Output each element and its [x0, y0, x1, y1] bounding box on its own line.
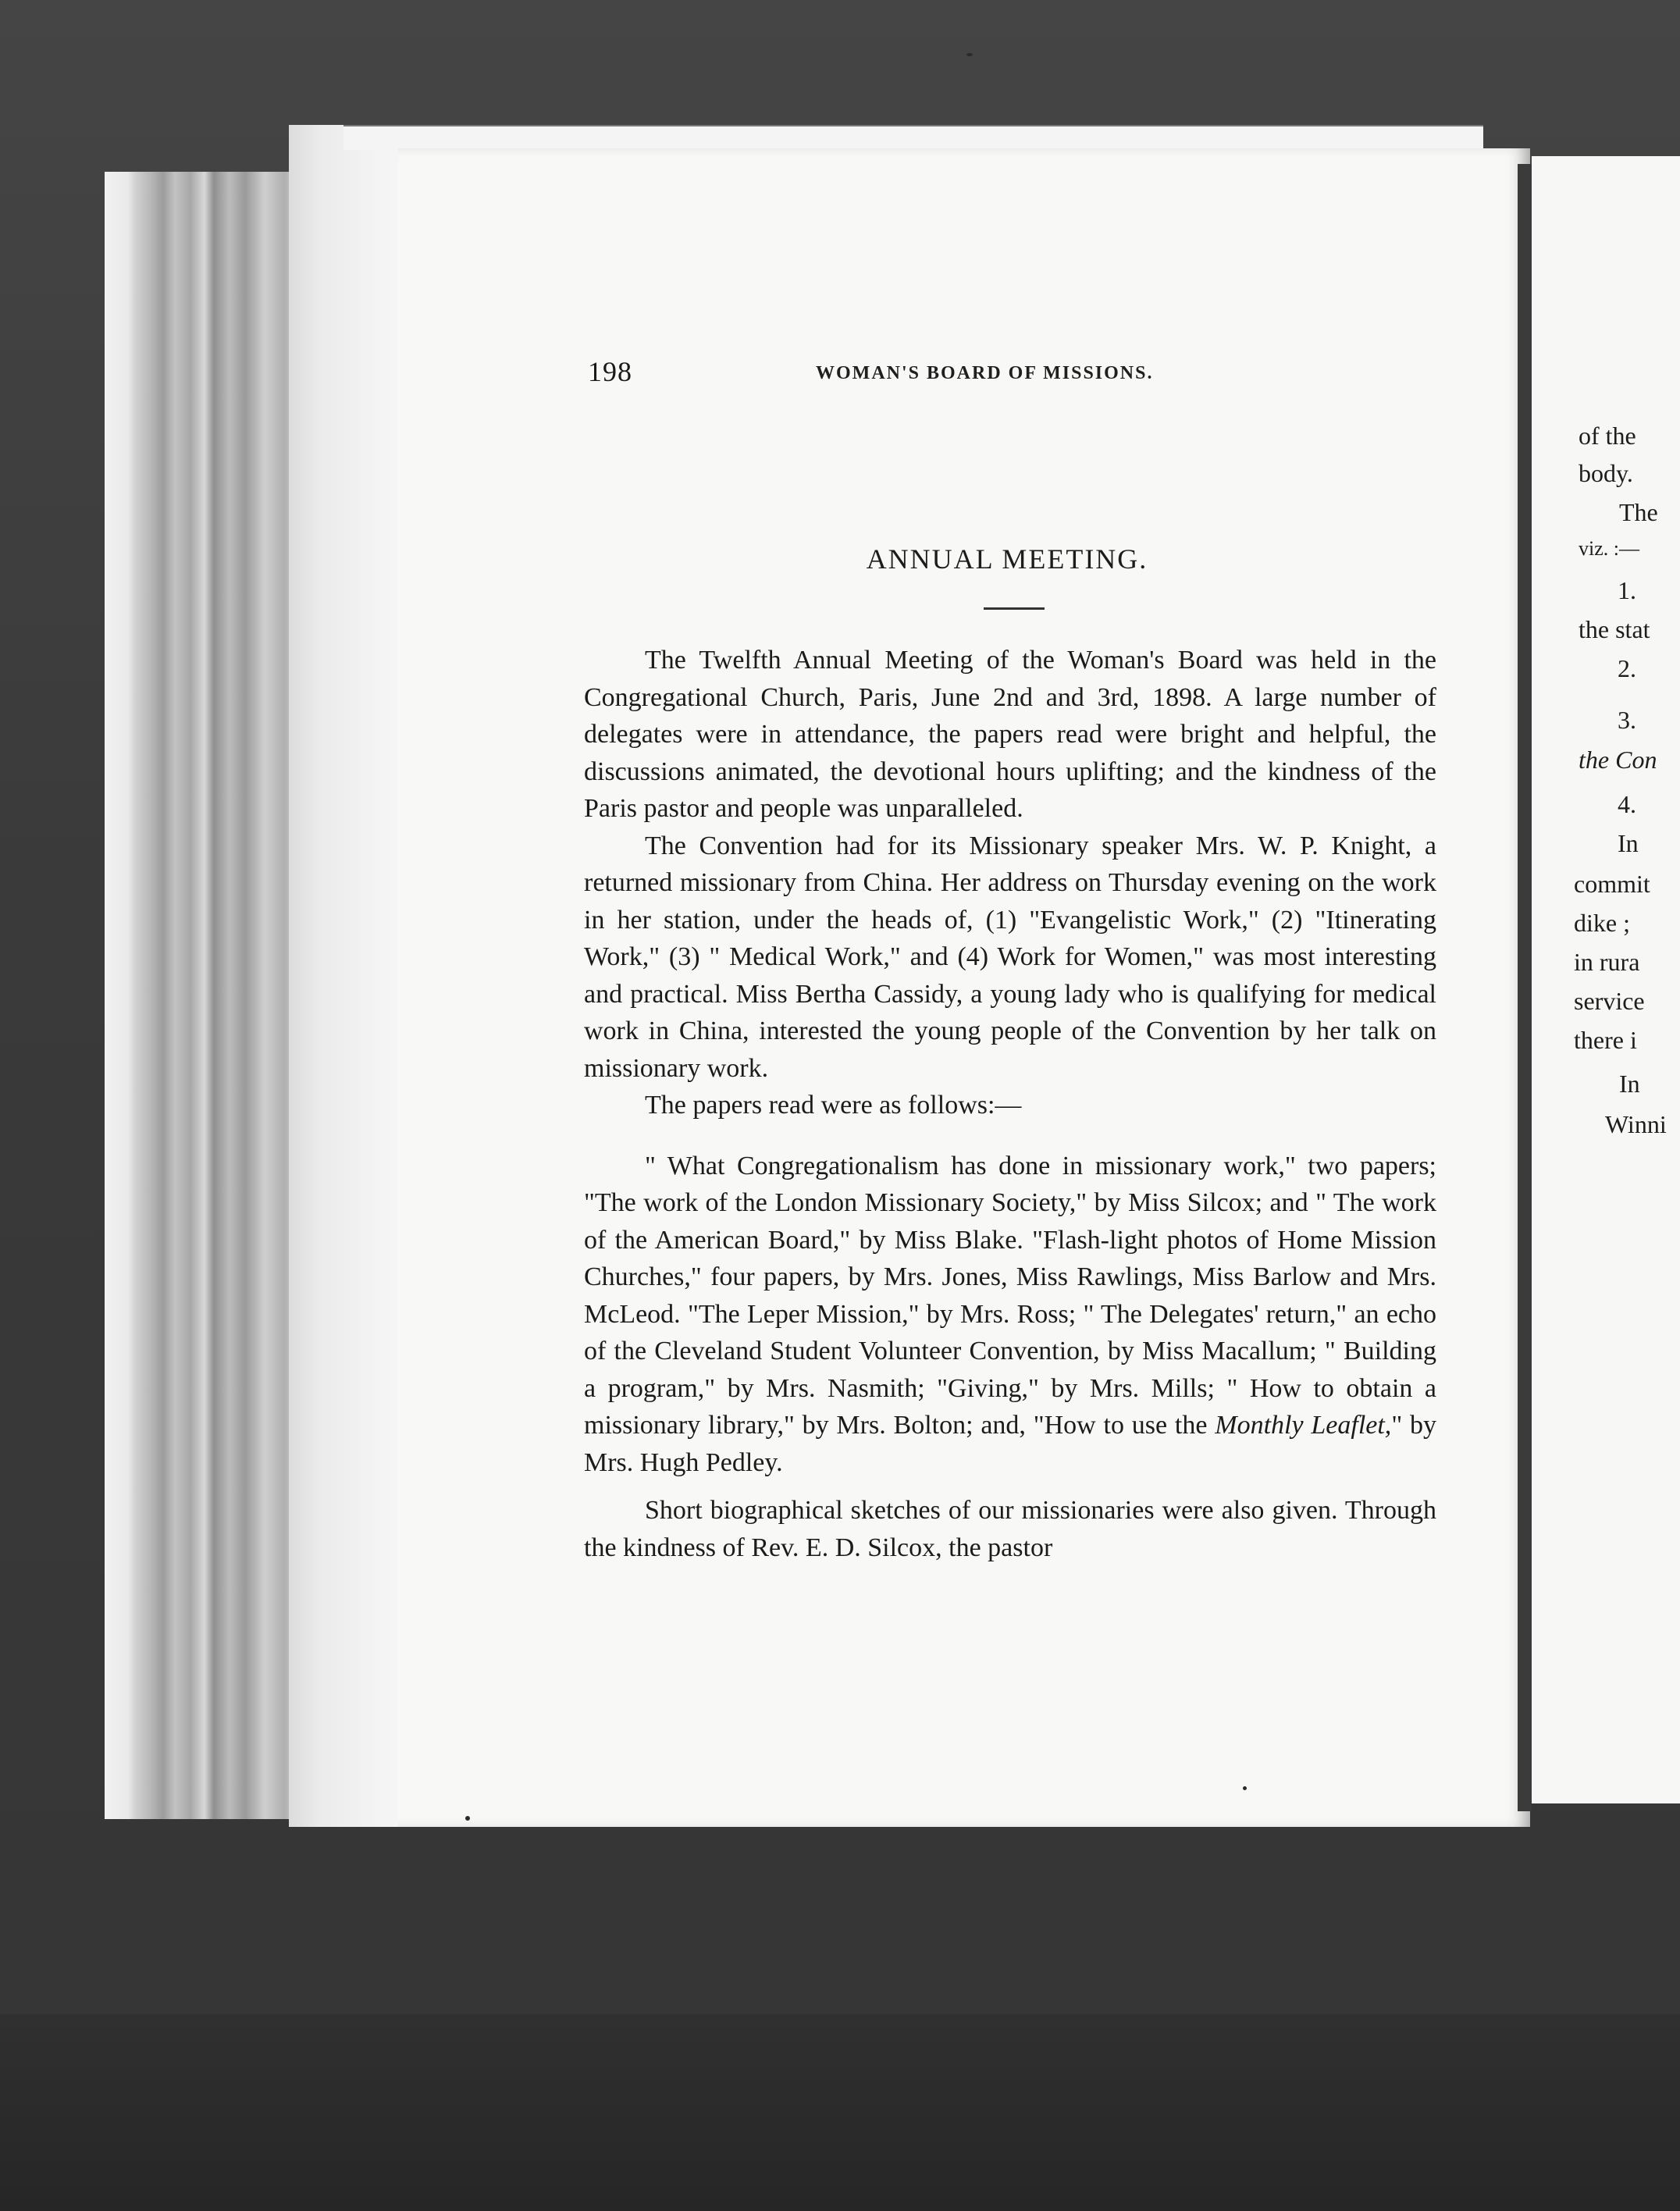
facing-line: service: [1574, 987, 1645, 1015]
heading-rule: [984, 607, 1045, 610]
facing-line: there i: [1574, 1026, 1637, 1054]
paragraph: Short biographical sketches of our missionaries were also given. Through the kindness of Rev. E. D. Silcox, the pastor: [584, 1496, 1436, 1562]
page-number: 198: [588, 356, 632, 387]
facing-line: 2.: [1618, 654, 1636, 682]
facing-line: in rura: [1574, 948, 1640, 976]
paragraph: The papers read were as follows:—: [645, 1091, 1022, 1120]
book-inner-edges: [289, 125, 414, 1827]
facing-line: 4.: [1618, 790, 1636, 818]
paragraph: [584, 1148, 1436, 1482]
scan-speck: [1243, 1786, 1247, 1790]
facing-line: the stat: [1579, 615, 1650, 643]
facing-line: viz. :—: [1579, 537, 1639, 560]
section-heading: ANNUAL MEETING.: [866, 543, 1148, 575]
paragraph-text: " by Mrs. Hugh Pedley.: [584, 1411, 1436, 1477]
facing-line: dike ;: [1574, 909, 1630, 937]
facing-line: the Con: [1579, 746, 1657, 774]
running-title: WOMAN'S BOARD OF MISSIONS.: [816, 363, 1154, 383]
facing-line: of the: [1579, 422, 1636, 450]
paragraph: The Twelfth Annual Meeting of the Woman's Board was held in the Congregational Church, Paris, June 2nd and 3rd, 1898. A large number of delegates were in attendance, the papers read were bright and helpful, the discussions animated, the devotional hours uplifting; and the kindness of the Paris pastor and people was unparalleled.: [584, 646, 1436, 823]
italic-title: Monthly Leaflet,: [1215, 1411, 1392, 1440]
facing-line: Winni: [1605, 1110, 1667, 1138]
article-body: [584, 642, 1436, 1566]
facing-line: 1.: [1618, 576, 1636, 604]
paragraph-text: " What Congregationalism has done in missionary work," two papers; "The work of the London Missionary Society," by Miss Silcox; and " The work of the American Board," by Miss Blake. "Flash-light photos of Home Mission Churches," four papers, by Mrs. Jones, Miss Rawlings, Miss Barlow and Mrs. McLeod. "The Leper Mission," by Mrs. Ross; " The Delegates' return," an echo of the Cleveland Student Volunteer Convention, by Miss Macallum; " Building a program," by Mrs. Nasmith; "Giving," by Mrs. Mills; " How to obtain a missionary library," by Mrs. Bolton; and, "How to use the: [584, 1151, 1436, 1440]
facing-line: 3.: [1618, 706, 1636, 734]
facing-line: The: [1619, 498, 1658, 526]
scan-speck: [966, 53, 973, 56]
book-spine-gutter: [1518, 164, 1532, 1811]
right-facing-page: [1532, 156, 1680, 1803]
running-head: [588, 355, 1220, 394]
facing-line: In: [1618, 829, 1639, 857]
facing-line: body.: [1579, 459, 1633, 487]
facing-line: commit: [1574, 870, 1650, 898]
paragraph: The Convention had for its Missionary speaker Mrs. W. P. Knight, a returned missionary from China. Her address on Thursday evening on the work in her station, under the heads of, (1) "Evangelistic Work," (2) "Itinerating Work," (3) " Medical Work," and (4) Work for Women," was most interesting and practical. Miss Bertha Cassidy, a young lady who is qualifying for medical work in China, interested the young people of the Convention by her talk on missionary work.: [584, 831, 1436, 1083]
scan-speck: [465, 1816, 470, 1821]
book-top-edge: [343, 125, 1483, 150]
facing-line: In: [1619, 1070, 1640, 1098]
scan-bottom-shadow: [0, 2014, 1680, 2211]
